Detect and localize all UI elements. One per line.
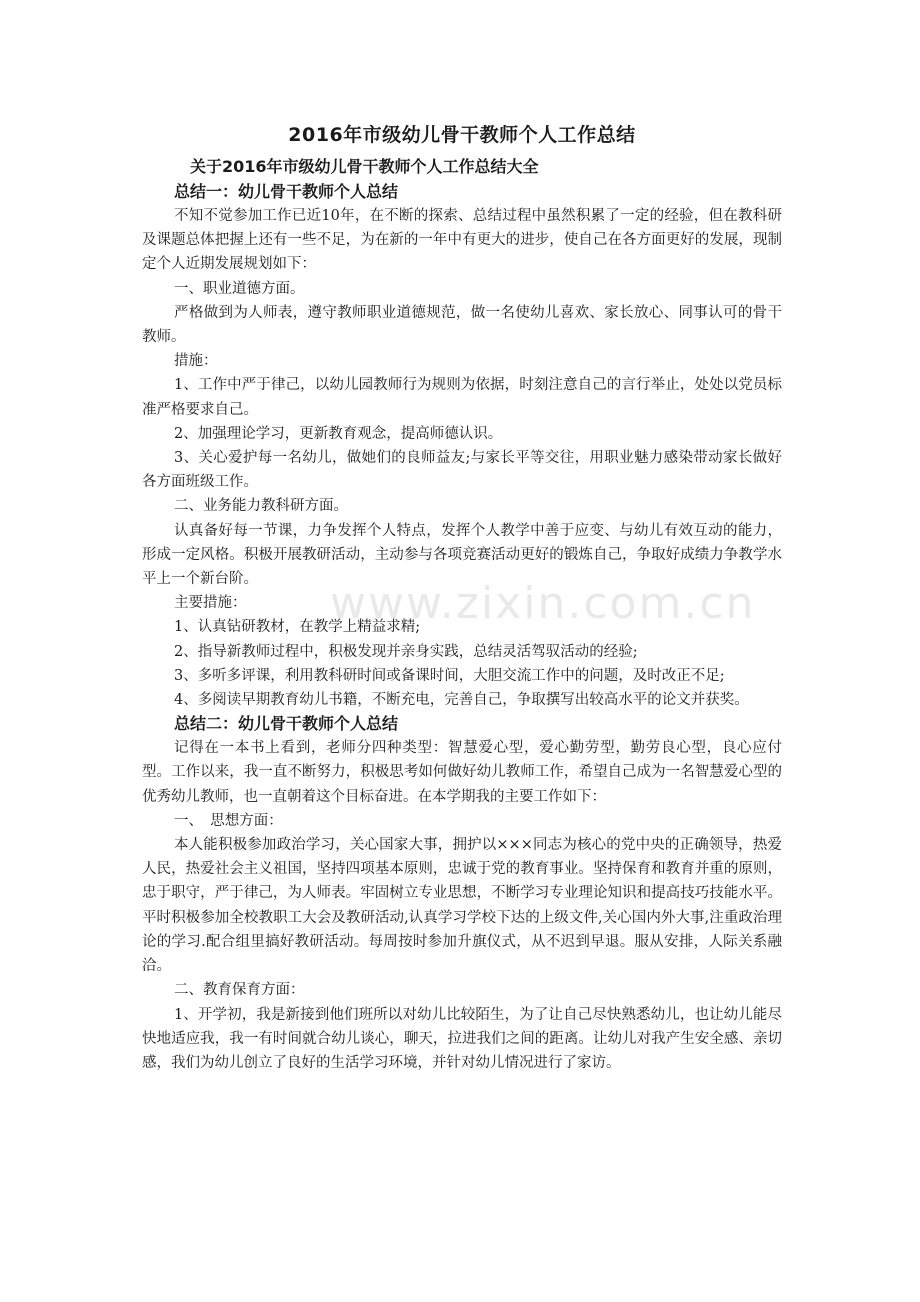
paragraph: 2、加强理论学习，更新教育观念，提高师德认识。 <box>174 425 503 442</box>
paragraph: 严格做到为人师表，遵守教师职业道德规范，做一名使幼儿喜欢、家长放心、同事认可的骨干教师。 <box>142 304 782 346</box>
paragraph: 二、教育保育方面： <box>174 982 305 999</box>
paragraph: 不知不觉参加工作已近10年，在不断的探索、总结过程中虽然积累了一定的经验，但在教科研及课题总体把握上还有一些不足，为在新的一年中有更大的进步，使自己在各方面更好的发展，现制定个人近期发展规划如下： <box>142 208 782 273</box>
document-page <box>142 118 782 1075</box>
section-heading: 总结二：幼儿骨干教师个人总结 <box>174 714 399 734</box>
paragraph: 3、多听多评课，利用教科研时间或备课时间，大胆交流工作中的问题，及时改正不足; <box>174 667 725 684</box>
section-heading: 总结一：幼儿骨干教师个人总结 <box>174 182 399 201</box>
document-subtitle: 关于2016年市级幼儿骨干教师个人工作总结大全 <box>190 157 539 176</box>
section-summary-one <box>142 180 782 712</box>
paragraph: 一、 思想方面： <box>174 812 283 829</box>
paragraph: 措施： <box>174 353 218 370</box>
document-title: 2016年市级幼儿骨干教师个人工作总结 <box>288 124 636 146</box>
paragraph: 2、指导新教师过程中，积极发现并亲身实践，总结灵活驾驭活动的经验; <box>174 643 638 660</box>
paragraph: 4、多阅读早期教育幼儿书籍，不断充电，完善自己，争取撰写出较高水平的论文并获奖。 <box>174 692 749 709</box>
paragraph: 认真备好每一节课，力争发挥个人特点，发挥个人教学中善于应变、与幼儿有效互动的能力，形成一定风格。积极开展教研活动，主动参与各项竞赛活动更好的锻炼自己，争取好成绩力争教学水平上一个新台阶。 <box>142 522 782 588</box>
section-summary-two <box>142 712 782 1075</box>
paragraph: 1、开学初，我是新接到他们班所以对幼儿比较陌生，为了让自己尽快熟悉幼儿，也让幼儿能尽快地适应我，我一有时间就合幼儿谈心，聊天，拉进我们之间的距离。让幼儿对我产生安全感、亲切感，我们为幼儿创立了良好的生活学习环境，并针对幼儿情况进行了家访。 <box>142 1006 782 1071</box>
paragraph: 1、认真钻研教材，在教学上精益求精; <box>174 619 421 636</box>
paragraph: 记得在一本书上看到，老师分四种类型：智慧爱心型，爱心勤劳型，勤劳良心型，良心应付型。工作以来，我一直不断努力，积极思考如何做好幼儿教师工作，希望自己成为一名智慧爱心型的优秀幼儿教师，也一直朝着这个目标奋进。在本学期我的主要工作如下： <box>142 740 782 805</box>
paragraph: 本人能积极参加政治学习，关心国家大事，拥护以×××同志为核心的党中央的正确领导，热爱人民，热爱社会主义祖国，坚持四项基本原则，忠诚于党的教育事业。坚持保育和教育并重的原则，忠于职守，严于律己，为人师表。牢固树立专业思想，不断学习专业理论知识和提高技巧技能水平。平时积极参加全校教职工大会及教研活动,认真学习学校下达的上级文件,关心国内外大事,注重政治理论的学习.配合组里搞好教研活动。每周按时参加升旗仪式，从不迟到早退。服从安排，人际关系融洽。 <box>142 837 782 975</box>
paragraph: 一、职业道德方面。 <box>174 280 305 297</box>
paragraph: 3、关心爱护每一名幼儿，做她们的良师益友;与家长平等交往，用职业魅力感染带动家长做好各方面班级工作。 <box>142 450 782 491</box>
paragraph: 二、业务能力教科研方面。 <box>174 498 348 515</box>
paragraph: 主要措施： <box>174 595 247 612</box>
watermark: www.zixin.com.cn <box>330 578 756 629</box>
paragraph: 1、工作中严于律己，以幼儿园教师行为规则为依据，时刻注意自己的言行举止，处处以党员标准严格要求自己。 <box>142 377 782 418</box>
